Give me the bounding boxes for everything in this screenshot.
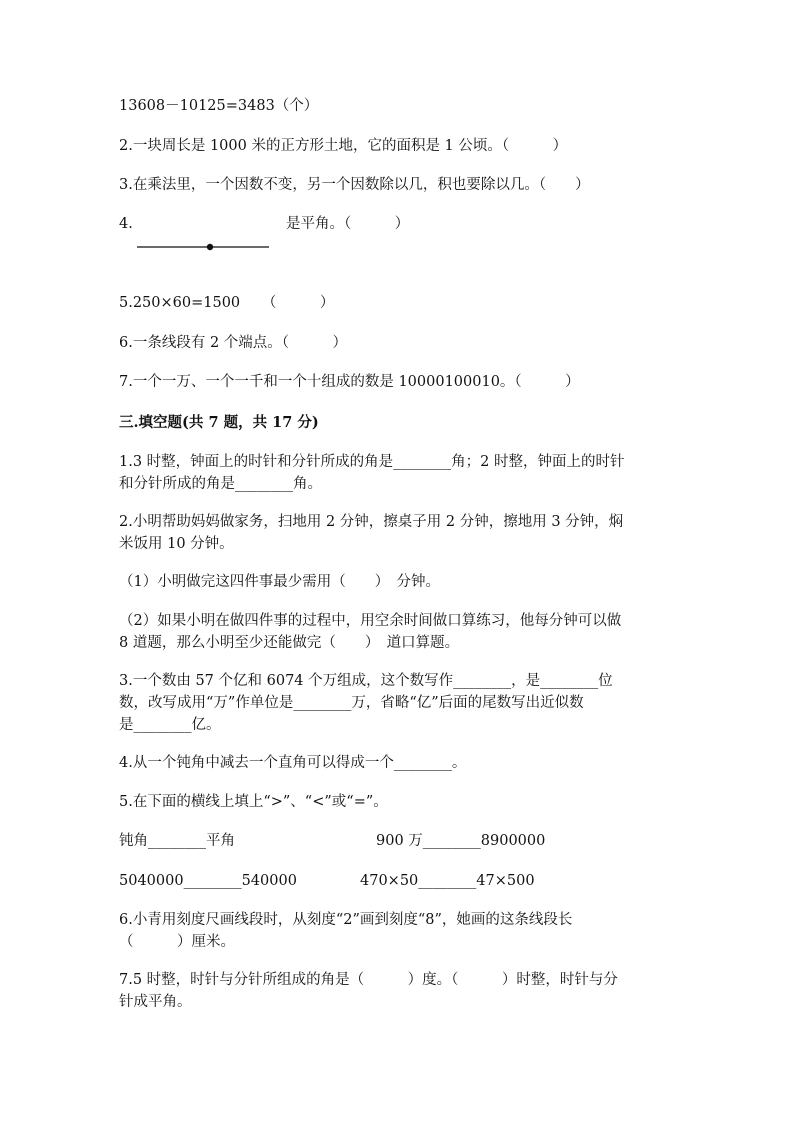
fill-question-3-line-3: 是________亿。	[119, 717, 221, 733]
compare-item-1: 钝角________平角	[119, 833, 235, 849]
compare-item-3: 5040000________540000	[119, 873, 297, 889]
fill-question-3-line-2: 数，改写成用“万”作单位是________万，省略“亿”后面的尾数写出近似数	[119, 695, 584, 711]
fill-question-2-line-1: 2.小明帮助妈妈做家务，扫地用 2 分钟，擦桌子用 2 分钟，擦地用 3 分钟，焖	[119, 514, 624, 530]
fill-question-6-line-2: （ ）厘米。	[119, 934, 235, 950]
question-4-number: 4.	[119, 216, 133, 232]
compare-item-4: 470×50________47×500	[360, 873, 535, 889]
angle-vertex-dot	[207, 244, 213, 250]
section-heading: 三.填空题(共 7 题，共 17 分)	[119, 414, 319, 431]
fill-question-1-line-1: 1.3 时整，钟面上的时针和分针所成的角是________角；2 时整，钟面上的时针	[119, 454, 625, 470]
question-5: 5.250×60=1500 （ ）	[119, 295, 335, 311]
fill-question-7-line-2: 针成平角。	[119, 994, 192, 1010]
fill-question-7-line-1: 7.5 时整，时针与分针所组成的角是（ ）度。（ ）时整，时针与分	[119, 972, 618, 988]
question-2: 2.一块周长是 1000 米的正方形土地，它的面积是 1 公顷。（ ）	[119, 138, 568, 154]
fill-question-2-line-2: 米饭用 10 分钟。	[119, 536, 234, 552]
fill-question-2-part-2-line-2: 8 道题，那么小明至少还能做完（ ） 道口算题。	[119, 635, 460, 651]
fill-question-1-line-2: 和分针所成的角是________角。	[119, 476, 322, 492]
fill-question-2-part-2-line-1: （2）如果小明在做四件事的过程中，用空余时间做口算练习，他每分钟可以做	[119, 613, 622, 629]
straight-angle-figure	[137, 240, 269, 254]
compare-item-2: 900 万________8900000	[376, 833, 546, 849]
question-7: 7.一个一万、一个一千和一个十组成的数是 10000100010。（ ）	[119, 374, 580, 390]
fill-question-2-part-1: （1）小明做完这四件事最少需用（ ） 分钟。	[119, 574, 440, 590]
fill-question-4: 4.从一个钝角中减去一个直角可以得成一个________。	[119, 755, 467, 771]
answer-line: 13608－10125=3483（个）	[119, 98, 319, 114]
fill-question-5: 5.在下面的横线上填上“>”、“<”或“=”。	[119, 794, 388, 810]
fill-question-3-line-1: 3.一个数由 57 个亿和 6074 个万组成，这个数写作________，是________位	[119, 673, 613, 689]
question-4-text: 是平角。（ ）	[286, 216, 410, 232]
fill-question-6-line-1: 6.小青用刻度尺画线段时，从刻度“2”画到刻度“8”，她画的这条线段长	[119, 912, 573, 928]
question-3: 3.在乘法里，一个因数不变，另一个因数除以几，积也要除以几。（ ）	[119, 177, 590, 193]
question-6: 6.一条线段有 2 个端点。（ ）	[119, 335, 348, 351]
